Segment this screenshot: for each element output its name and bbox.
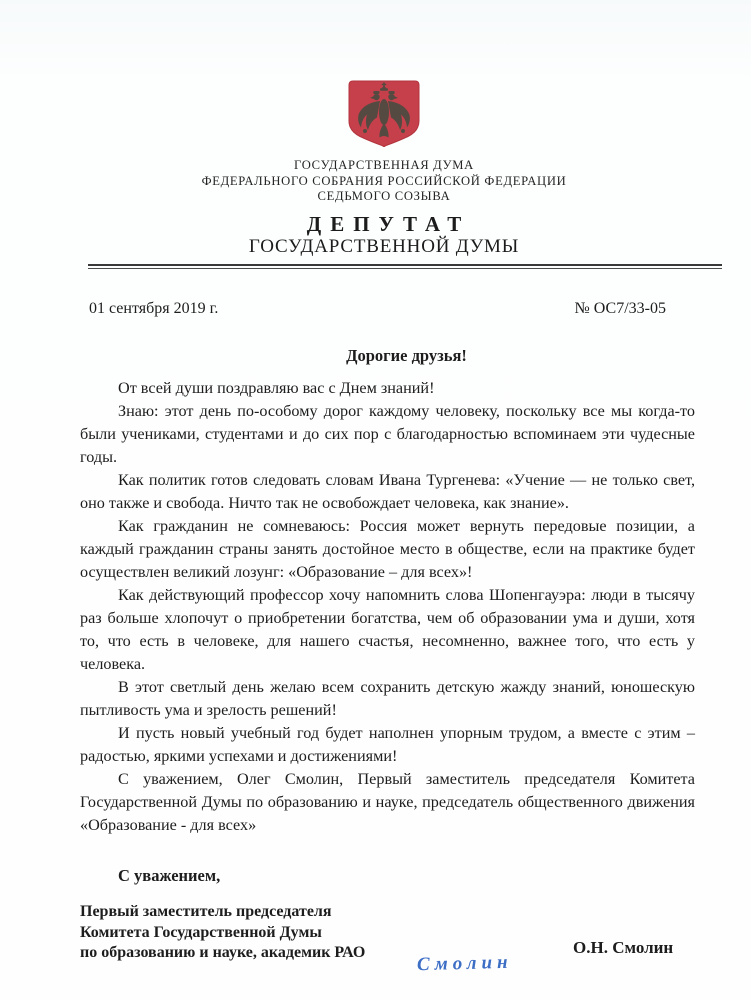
- letterhead-title: ДЕПУТАТ: [306, 211, 471, 236]
- letterhead-subtitle: ГОСУДАРСТВЕННОЙ ДУМЫ: [248, 235, 520, 257]
- paragraph-6: В этот светлый день желаю всем сохранить детскую жажду знаний, юношескую пытливость ума и зрелость решений!: [80, 678, 695, 719]
- signer-position-line-1: Первый заместитель председателя: [80, 903, 332, 920]
- paragraph-7: И пусть новый учебный год будет наполнен упорным трудом, а вместе с этим – радостью, яркими успехами и достижениями!: [80, 724, 695, 765]
- signer-name: О.Н. Смолин: [573, 938, 674, 957]
- letter-date: 01 сентября 2019 г.: [89, 300, 219, 317]
- paragraph-8: С уважением, Олег Смолин, Первый заместитель председателя Комитета Государственной Думы по образованию и науке, председатель общественного движения «Образование - для всех»: [80, 770, 695, 834]
- letterhead: [68, 158, 700, 258]
- paragraph-2: Знаю: этот день по-особому дорог каждому человеку, поскольку все мы когда-то были учениками, студентами и до сих пор с благодарностью вспоминаем эти чудесные годы.: [80, 402, 695, 466]
- paragraph-5: Как действующий профессор хочу напомнить слова Шопенгауэра: люди в тысячу раз больше хлопочут о приобретении богатства, чем об образовании ума и души, хотя то, что есть в человеке, для нашего счастья, несомненно, важнее того, что есть у человека.: [80, 586, 695, 673]
- letterhead-org-line-3: СЕДЬМОГО СОЗЫВА: [317, 189, 451, 203]
- salutation: Дорогие друзья!: [346, 346, 467, 365]
- letter-number: № ОС7/33-05: [574, 300, 666, 317]
- letter-meta-row: [89, 300, 666, 318]
- paragraph-4: Как гражданин не сомневаюсь: Россия может вернуть передовые позиции, а каждый гражданин страны занять достойное место в обществе, если на практике будет осуществлен великий лозунг: «Образование – для всех»!: [80, 517, 695, 581]
- paragraph-1: От всей души поздравляю вас с Днем знаний!: [118, 379, 435, 397]
- letterhead-org-line-1: ГОСУДАРСТВЕННАЯ ДУМА: [294, 158, 474, 172]
- signer-position-line-2: Комитета Государственной Думы: [80, 923, 322, 941]
- letterhead-org-line-2: ФЕДЕРАЛЬНОГО СОБРАНИЯ РОССИЙСКОЙ ФЕДЕРАЦИИ: [201, 173, 567, 188]
- russia-coat-of-arms-icon: [347, 79, 421, 147]
- signer-position-block: [80, 902, 365, 964]
- paragraph-3: Как политик готов следовать словам Ивана Тургенева: «Учение — не только свет, оно также и свобода. Ничто так не освобождает человека, как знание».: [80, 471, 695, 512]
- closing-regards: С уважением,: [118, 866, 221, 885]
- signer-position-line-3: по образованию и науке, академик РАО: [80, 944, 366, 961]
- letter-body: [80, 377, 695, 837]
- letterhead-divider: [88, 264, 722, 269]
- handwritten-signature: Смолин: [416, 951, 513, 976]
